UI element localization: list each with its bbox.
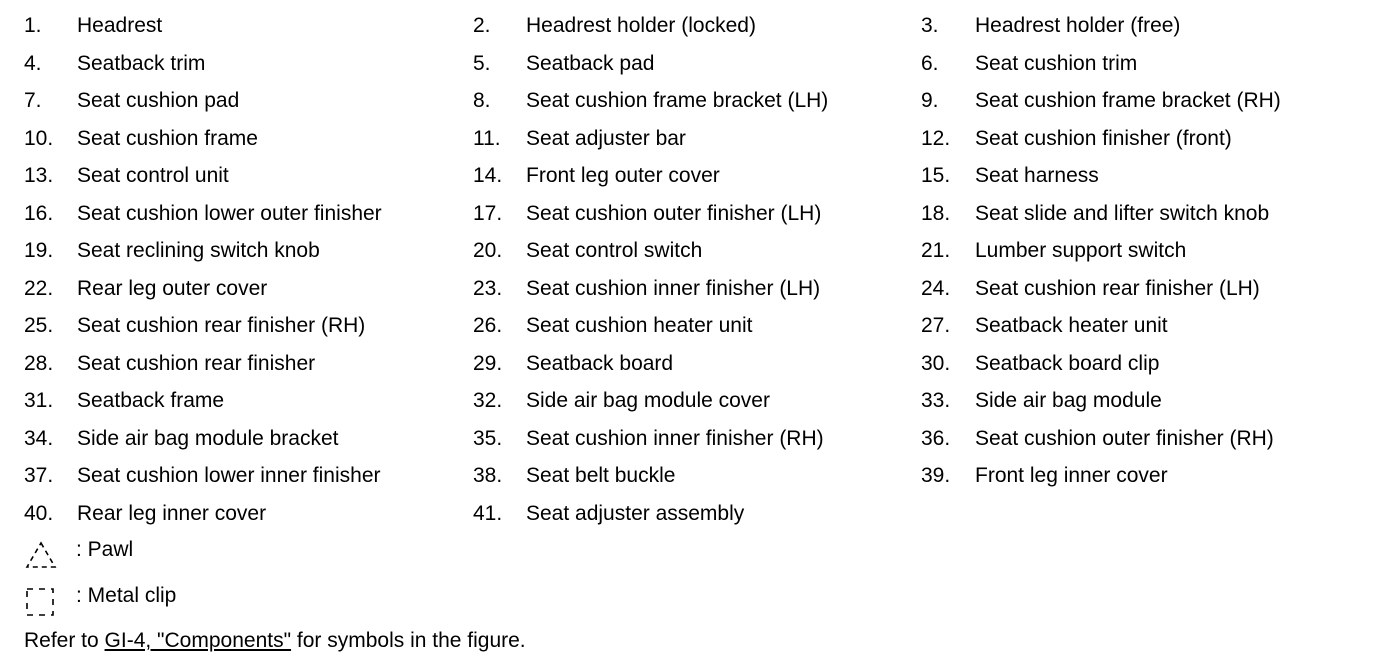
part-label: Seat cushion finisher (front) bbox=[975, 126, 1232, 150]
part-number: 35. bbox=[473, 426, 503, 450]
part-label: Seat cushion outer finisher (RH) bbox=[975, 426, 1274, 450]
parts-legend bbox=[0, 7, 1376, 532]
part-number: 20. bbox=[473, 239, 503, 262]
part-label: Seatback board bbox=[526, 351, 674, 375]
legend-row bbox=[0, 345, 1376, 383]
part-number: 8. bbox=[473, 89, 491, 112]
part-number: 17. bbox=[473, 201, 503, 225]
part-label: Seatback heater unit bbox=[975, 314, 1168, 337]
legend-row bbox=[0, 195, 1376, 233]
pawl-label: : Pawl bbox=[76, 538, 134, 561]
part-label: Seat slide and lifter switch knob bbox=[975, 201, 1270, 225]
part-number: 37. bbox=[24, 464, 54, 487]
legend-row bbox=[0, 82, 1376, 120]
part-number: 9. bbox=[921, 89, 939, 112]
part-label: Side air bag module cover bbox=[526, 389, 770, 412]
part-number: 29. bbox=[473, 351, 503, 375]
part-label: Headrest bbox=[77, 14, 163, 37]
part-number: 28. bbox=[24, 351, 54, 375]
part-number: 26. bbox=[473, 314, 503, 337]
part-number: 19. bbox=[24, 239, 54, 262]
part-label: Seat cushion rear finisher (RH) bbox=[77, 314, 366, 337]
part-label: Seat adjuster bar bbox=[526, 126, 686, 150]
part-number: 6. bbox=[921, 51, 939, 75]
part-number: 34. bbox=[24, 426, 54, 450]
part-number: 22. bbox=[24, 276, 54, 300]
part-number: 14. bbox=[473, 164, 503, 187]
part-number: 3. bbox=[921, 14, 939, 37]
part-label: Rear leg inner cover bbox=[77, 501, 267, 525]
part-number: 32. bbox=[473, 389, 503, 412]
part-label: Seat cushion lower outer finisher bbox=[77, 201, 382, 225]
part-label: Seat cushion inner finisher (LH) bbox=[526, 276, 821, 300]
metal-clip-label: : Metal clip bbox=[76, 584, 177, 607]
part-number: 39. bbox=[921, 464, 951, 487]
part-number: 30. bbox=[921, 351, 951, 375]
part-label: Seat cushion frame bracket (RH) bbox=[975, 89, 1281, 112]
part-label: Seat cushion pad bbox=[77, 89, 240, 112]
legend-row bbox=[0, 420, 1376, 458]
part-label: Side air bag module bracket bbox=[77, 426, 339, 450]
part-number: 15. bbox=[921, 164, 951, 187]
dashed-triangle-icon bbox=[24, 541, 58, 571]
part-label: Side air bag module bbox=[975, 389, 1162, 412]
part-label: Seat cushion inner finisher (RH) bbox=[526, 426, 824, 450]
reference-prefix: Refer to bbox=[24, 629, 105, 652]
part-label: Seat cushion trim bbox=[975, 51, 1138, 75]
part-label: Seatback pad bbox=[526, 51, 655, 75]
part-number: 25. bbox=[24, 314, 54, 337]
part-number: 36. bbox=[921, 426, 951, 450]
legend-row bbox=[0, 232, 1376, 270]
components-reference-link[interactable]: GI-4, "Components" bbox=[104, 629, 292, 652]
part-label: Seat cushion frame bbox=[77, 126, 258, 150]
part-number: 4. bbox=[24, 51, 42, 75]
part-label: Seat adjuster assembly bbox=[526, 501, 745, 525]
part-number: 16. bbox=[24, 201, 54, 225]
part-label: Seat belt buckle bbox=[526, 464, 676, 487]
part-number: 13. bbox=[24, 164, 54, 187]
part-label: Headrest holder (locked) bbox=[526, 14, 756, 37]
part-number: 21. bbox=[921, 239, 951, 262]
part-number: 33. bbox=[921, 389, 951, 412]
legend-row bbox=[0, 457, 1376, 495]
part-label: Seat control unit bbox=[77, 164, 229, 187]
part-number: 24. bbox=[921, 276, 951, 300]
part-number: 11. bbox=[473, 126, 501, 150]
part-label: Seatback board clip bbox=[975, 351, 1160, 375]
part-label: Lumber support switch bbox=[975, 239, 1187, 262]
part-label: Seat harness bbox=[975, 164, 1099, 187]
part-number: 1. bbox=[24, 14, 42, 37]
part-label: Headrest holder (free) bbox=[975, 14, 1181, 37]
part-label: Seat cushion lower inner finisher bbox=[77, 464, 381, 487]
part-label: Front leg inner cover bbox=[975, 464, 1168, 487]
part-number: 10. bbox=[24, 126, 54, 150]
part-number: 31. bbox=[24, 389, 54, 412]
part-label: Seatback trim bbox=[77, 51, 206, 75]
part-label: Seatback frame bbox=[77, 389, 225, 412]
reference-note bbox=[24, 628, 526, 654]
part-label: Seat reclining switch knob bbox=[77, 239, 320, 262]
part-label: Seat cushion frame bracket (LH) bbox=[526, 89, 829, 112]
part-number: 38. bbox=[473, 464, 503, 487]
legend-row bbox=[0, 120, 1376, 158]
legend-row bbox=[0, 7, 1376, 45]
part-number: 23. bbox=[473, 276, 503, 300]
legend-row bbox=[0, 157, 1376, 195]
part-number: 7. bbox=[24, 89, 42, 112]
part-number: 12. bbox=[921, 126, 951, 150]
legend-row bbox=[0, 495, 1376, 533]
part-label: Front leg outer cover bbox=[526, 164, 720, 187]
part-number: 5. bbox=[473, 51, 491, 75]
part-label: Seat cushion rear finisher bbox=[77, 351, 316, 375]
reference-suffix: for symbols in the figure. bbox=[291, 629, 526, 652]
legend-row bbox=[0, 270, 1376, 308]
part-label: Seat cushion heater unit bbox=[526, 314, 753, 337]
part-label: Seat cushion outer finisher (LH) bbox=[526, 201, 822, 225]
legend-row bbox=[0, 45, 1376, 83]
part-number: 27. bbox=[921, 314, 951, 337]
part-number: 2. bbox=[473, 14, 491, 37]
part-number: 18. bbox=[921, 201, 951, 225]
part-label: Rear leg outer cover bbox=[77, 276, 268, 300]
part-number: 40. bbox=[24, 501, 54, 525]
dashed-square-icon bbox=[24, 587, 58, 619]
part-label: Seat control switch bbox=[526, 239, 703, 262]
part-label: Seat cushion rear finisher (LH) bbox=[975, 276, 1260, 300]
legend-row bbox=[0, 382, 1376, 420]
part-number: 41. bbox=[473, 501, 503, 525]
legend-row bbox=[0, 307, 1376, 345]
